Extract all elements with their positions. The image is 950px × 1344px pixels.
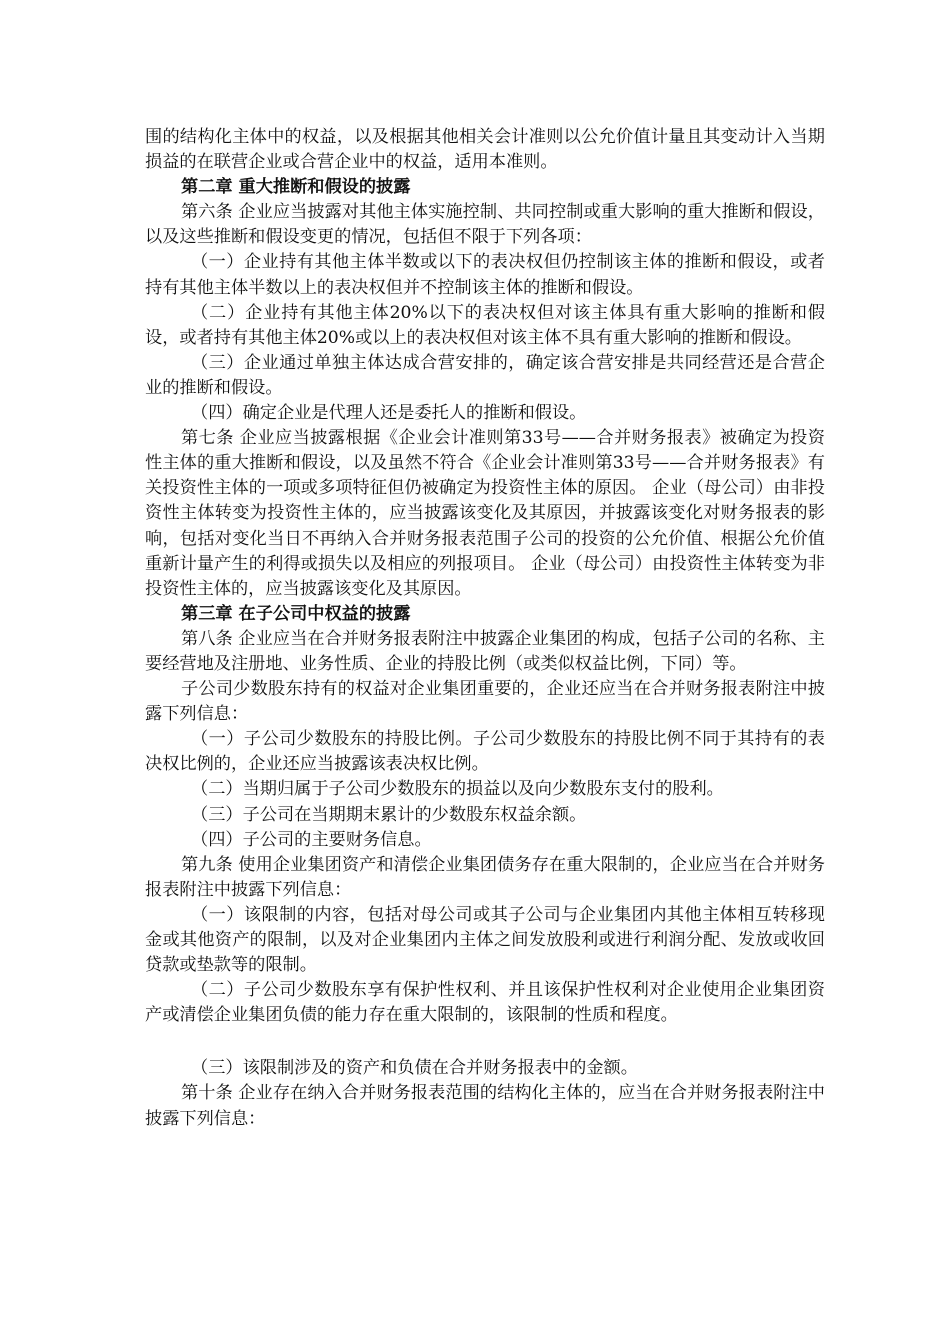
article-9: 第九条 使用企业集团资产和清偿企业集团债务存在重大限制的，企业应当在合并财务报表附注中披露下列信息： bbox=[145, 854, 825, 900]
article-8-item-4: （四）子公司的主要财务信息。 bbox=[191, 829, 432, 850]
paragraph-continuation: 围的结构化主体中的权益，以及根据其他相关会计准则以公允价值计量且其变动计入当期损益的在联营企业或合营企业中的权益，适用本准则。 bbox=[145, 127, 825, 173]
article-8-item-3: （三）子公司在当期期末累计的少数股东权益余额。 bbox=[191, 804, 587, 825]
article-8-item-2: （二）当期归属于子公司少数股东的损益以及向少数股东支付的股利。 bbox=[191, 779, 724, 800]
document-body bbox=[145, 125, 825, 1132]
article-9-item-1: （一）该限制的内容，包括对母公司或其子公司与企业集团内其他主体相互转移现金或其他资产的限制，以及对企业集团内主体之间发放股利或进行利润分配、发放或收回贷款或垫款等的限制。 bbox=[145, 904, 825, 976]
article-8: 第八条 企业应当在合并财务报表附注中披露企业集团的构成，包括子公司的名称、主要经营地及注册地、业务性质、企业的持股比例（或类似权益比例，下同）等。 bbox=[145, 628, 825, 674]
article-9-item-2: （二）子公司少数股东享有保护性权利、并且该保护性权利对企业使用企业集团资产或清偿企业集团负债的能力存在重大限制的，该限制的性质和程度。 bbox=[145, 980, 825, 1026]
article-10: 第十条 企业存在纳入合并财务报表范围的结构化主体的，应当在合并财务报表附注中披露下列信息： bbox=[145, 1083, 825, 1129]
article-9-item-3: （三）该限制涉及的资产和负债在合并财务报表中的金额。 bbox=[191, 1058, 638, 1079]
article-8-item-1: （一）子公司少数股东的持股比例。子公司少数股东的持股比例不同于其持有的表决权比例的，企业还应当披露该表决权比例。 bbox=[145, 729, 825, 775]
article-7: 第七条 企业应当披露根据《企业会计准则第33号——合并财务报表》被确定为投资性主体的重大推断和假设，以及虽然不符合《企业会计准则第33号——合并财务报表》有关投资性主体的一项或多项特征但仍被确定为投资性主体的原因。 企业（母公司）由非投资性主体转变为投资性主体的，应当披露该变化及其原因，并披露该变化对财务报表的影响，包括对变化当日不再纳入合并财务报表范围子公司的投资的公允价值、根据公允价值重新计量产生的利得或损失以及相应的列报项目。 企业（母公司）由投资性主体转变为非投资性主体的，应当披露该变化及其原因。 bbox=[145, 428, 825, 599]
paragraph-gap bbox=[145, 1028, 825, 1056]
chapter-heading-3: 第三章 在子公司中权益的披露 bbox=[181, 603, 411, 624]
article-8-minority-intro: 子公司少数股东持有的权益对企业集团重要的，企业还应当在合并财务报表附注中披露下列信息： bbox=[145, 679, 825, 725]
article-6-item-3: （三）企业通过单独主体达成合营安排的，确定该合营安排是共同经营还是合营企业的推断和假设。 bbox=[145, 352, 825, 398]
chapter-heading-2: 第二章 重大推断和假设的披露 bbox=[181, 177, 411, 198]
article-6-item-2: （二）企业持有其他主体20%以下的表决权但对该主体具有重大影响的推断和假设，或者持有其他主体20%或以上的表决权但对该主体不具有重大影响的推断和假设。 bbox=[145, 302, 825, 348]
article-6-item-4: （四）确定企业是代理人还是委托人的推断和假设。 bbox=[191, 403, 587, 424]
article-6-item-1: （一）企业持有其他主体半数或以下的表决权但仍控制该主体的推断和假设，或者持有其他主体半数以上的表决权但并不控制该主体的推断和假设。 bbox=[145, 252, 825, 298]
article-6: 第六条 企业应当披露对其他主体实施控制、共同控制或重大影响的重大推断和假设，以及这些推断和假设变更的情况，包括但不限于下列各项： bbox=[145, 202, 825, 248]
